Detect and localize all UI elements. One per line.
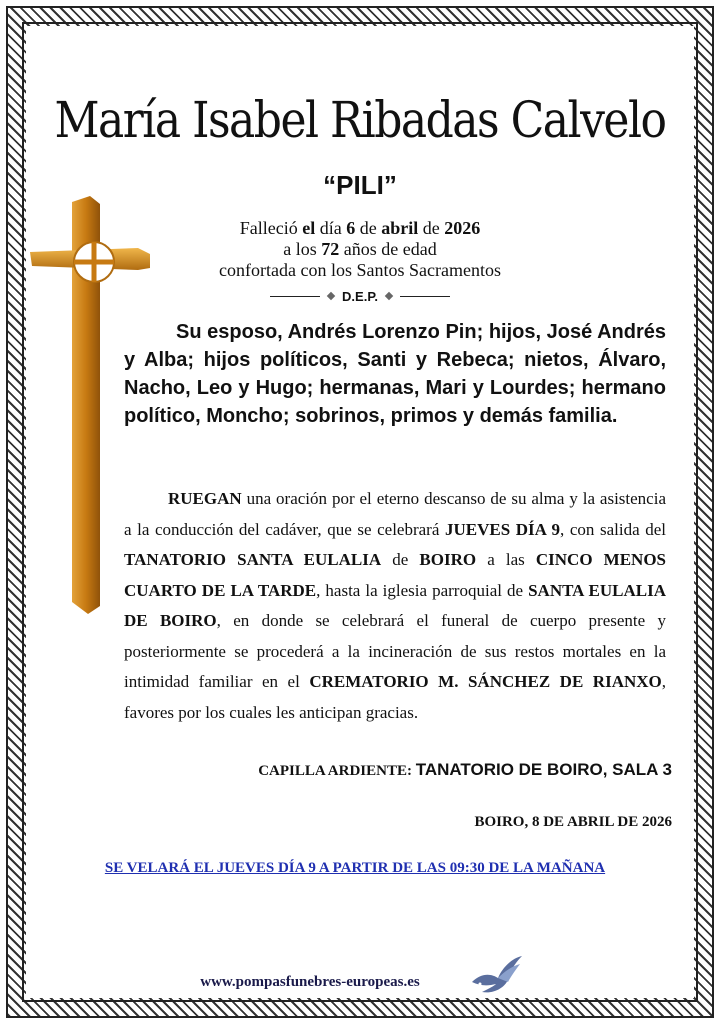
- website-link[interactable]: www.pompasfunebres-europeas.es: [200, 974, 420, 990]
- dep-text: D.E.P.: [342, 288, 378, 304]
- family-text: Su esposo, Andrés Lorenzo Pin; hijos, José Andrés y Alba; hijos políticos, Santi y Rebeca; nietos, Álvaro, Nacho, Leo y Hugo; hermanas, Mari y Lourdes; hermano político, Moncho; sobrinos, primos y demás familia.: [124, 321, 666, 427]
- death-notice: Falleció el día 6 de abril de 2026 a los 72 años de edad confortada con los Santos Sacramentos: [219, 218, 501, 280]
- nickname: “PILI”: [323, 170, 397, 200]
- dove-icon: [468, 952, 524, 996]
- request-text: RUEGAN una oración por el eterno descanso de su alma y la asistencia a la conducción del cadáver, que se celebrará JUEVES DÍA 9, con salida del TANATORIO SANTA EULALIA de BOIRO a las CINCO MENOS CUARTO DE LA TARDE, hasta la iglesia parroquial de SANTA EULALIA DE BOIRO, en donde se celebrará el funeral de cuerpo presente y posteriormente se procederá a la incineración de sus restos mortales en la intimidad familiar en el CREMATORIO M. SÁNCHEZ DE RIANXO, favores por los cuales les anticipan gracias.: [124, 489, 667, 722]
- chapel-value: TANATORIO DE BOIRO, SALA 3: [415, 760, 672, 779]
- chapel-info: [258, 760, 672, 780]
- deceased-name: María Isabel Ribadas Calvelo: [54, 92, 666, 150]
- dep-separator: [240, 286, 480, 306]
- chapel-label: CAPILLA ARDIENTE:: [258, 763, 412, 779]
- vigil-link[interactable]: SE VELARÁ EL JUEVES DÍA 9 A PARTIR DE LAS 09:30 DE LA MAÑANA: [104, 860, 606, 876]
- date-place: BOIRO, 8 DE ABRIL DE 2026: [474, 814, 672, 830]
